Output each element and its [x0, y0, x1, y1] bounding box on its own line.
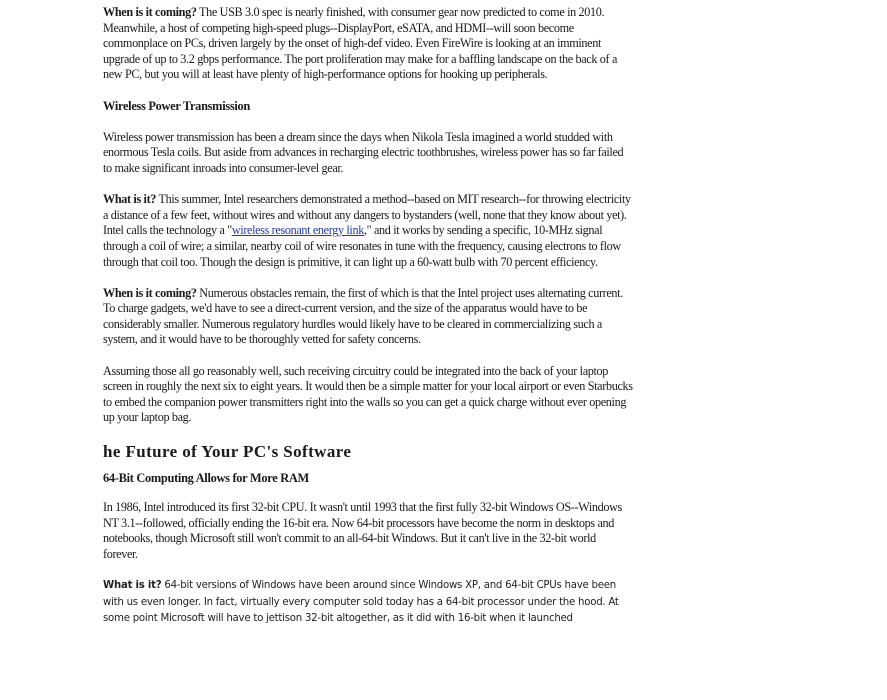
wireless-what-text-before: This summer, Intel researchers demonstrated a method--based on MIT research--for throwing electricity a distance of a few feet, without wires and without any dangers to bystanders (well, none that they know about yet). Intel calls the technology a "	[103, 192, 631, 238]
wireless-power-heading: Wireless Power Transmission	[103, 98, 251, 113]
wireless-intro-paragraph: Wireless power transmission has been a dream since the days when Nikola Tesla imagined a world studded with enormous Tesla coils. But aside from advances in recharging electric toothbrushes, wireless power has so far failed to make significant inroads into consumer-level gear.	[103, 129, 624, 175]
wireless-what-paragraph	[103, 192, 633, 270]
wireless-when-text: Numerous obstacles remain, the first of which is that the Intel project uses alternating current. To charge gadgets, we'd have to see a direct-current version, and the size of the apparatus would have to be considerably smaller. Numerous regulatory hurdles would likely have to be cleared in commercializing such a system, and it would have to be thoroughly vetted for safety concerns.	[103, 285, 623, 347]
ram-what-lead: What is it?	[103, 580, 162, 592]
wireless-what-text-after: ," and it works by sending a specific, 10-MHz signal through a coil of wire; a similar, nearby coil of wire resonates in tune with the frequency, causing electrons to flow through that coil too. Though the design is primitive, it can light up a 60-watt bulb with 70 percent efficiency.	[103, 223, 621, 269]
wireless-when-lead: When is it coming?	[103, 285, 197, 300]
article-body	[103, 5, 633, 628]
software-section-heading: he Future of Your PC's Software	[103, 441, 352, 461]
wireless-when-paragraph	[103, 286, 633, 348]
wireless-energy-link[interactable]: wireless resonant energy link	[231, 223, 364, 238]
wireless-assuming-paragraph: Assuming those all go reasonably well, such receiving circuitry could be integrated into the back of your laptop screen in roughly the next six to eight years. It would then be a simple matter for your local airport or even Starbucks to embed the companion power transmitters right into the walls so you can get a quick charge without ever opening up your laptop bag.	[103, 363, 633, 425]
ram-heading: 64-Bit Computing Allows for More RAM	[103, 470, 309, 485]
usb-when-lead: When is it coming?	[103, 5, 197, 19]
usb-when-paragraph	[103, 5, 633, 83]
ram-what-text: 64-bit versions of Windows have been around since Windows XP, and 64-bit CPUs have been with us even longer. In fact, virtually every computer sold today has a 64-bit processor under the hood. At some point Microsoft will have to jettison 32-bit altogether, as it did with 16-bit when it launched	[103, 580, 619, 625]
wireless-what-lead: What is it?	[103, 192, 157, 207]
usb-when-text: The USB 3.0 spec is nearly finished, with consumer gear now predicted to come in 2010. Meanwhile, a host of competing high-speed plugs--DisplayPort, eSATA, and HDMI--will soon become commonplace on PCs, driven largely by the onset of high-def video. Even FireWire is looking at an imminent upgrade of up to 3.2 gbps performance. The port proliferation may make for a baffling landscape on the back of a new PC, but you will at least have plenty of high-performance options for hooking up peripherals.	[103, 5, 618, 82]
ram-intro-paragraph: In 1986, Intel introduced its first 32-bit CPU. It wasn't until 1993 that the first fully 32-bit Windows OS--Windows NT 3.1--followed, officially ending the 16-bit era. Now 64-bit processors have become the norm in desktops and notebooks, though Microsoft still won't commit to an all-64-bit Windows. But it can't live in the 32-bit world forever.	[103, 500, 622, 561]
ram-what-paragraph	[103, 578, 633, 628]
